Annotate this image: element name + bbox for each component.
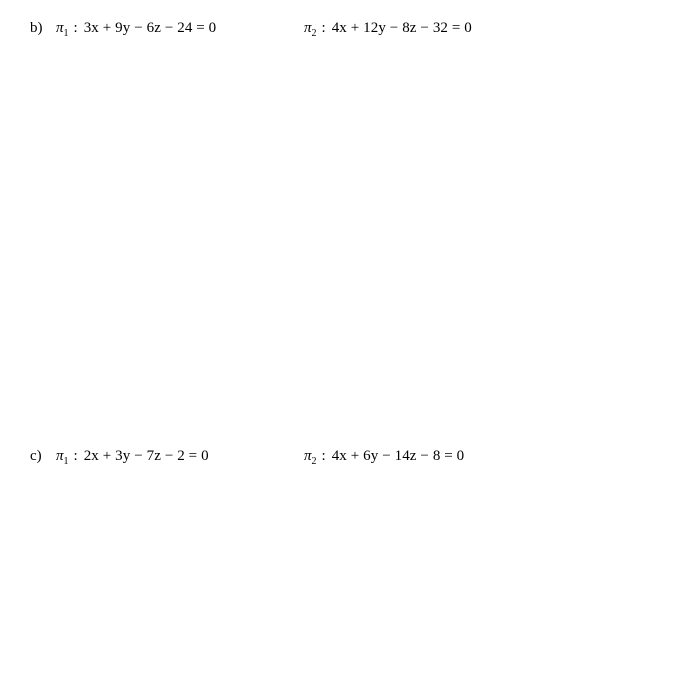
colon: : (73, 448, 78, 464)
plane-symbol: π (304, 20, 312, 36)
equation-text: 4x + 12y − 8z − 32 = 0 (331, 20, 472, 36)
plane-symbol: π (56, 448, 64, 464)
plane-symbol: π (304, 448, 312, 464)
equation-text: 2x + 3y − 7z − 2 = 0 (83, 448, 209, 464)
plane-subscript: 2 (311, 28, 317, 39)
plane-subscript: 1 (63, 28, 69, 39)
colon: : (321, 20, 326, 36)
equation-text: 4x + 6y − 14z − 8 = 0 (331, 448, 465, 464)
plane-2-equation (304, 444, 464, 470)
problem-label: c) (30, 448, 42, 464)
colon: : (321, 448, 326, 464)
colon: : (73, 20, 78, 36)
plane-1-equation (56, 444, 209, 470)
plane-2-equation (304, 16, 472, 42)
plane-subscript: 1 (63, 456, 69, 467)
plane-1-equation (56, 16, 216, 42)
plane-subscript: 2 (311, 456, 317, 467)
plane-symbol: π (56, 20, 64, 36)
equation-text: 3x + 9y − 6z − 24 = 0 (83, 20, 217, 36)
problem-label: b) (30, 20, 43, 36)
